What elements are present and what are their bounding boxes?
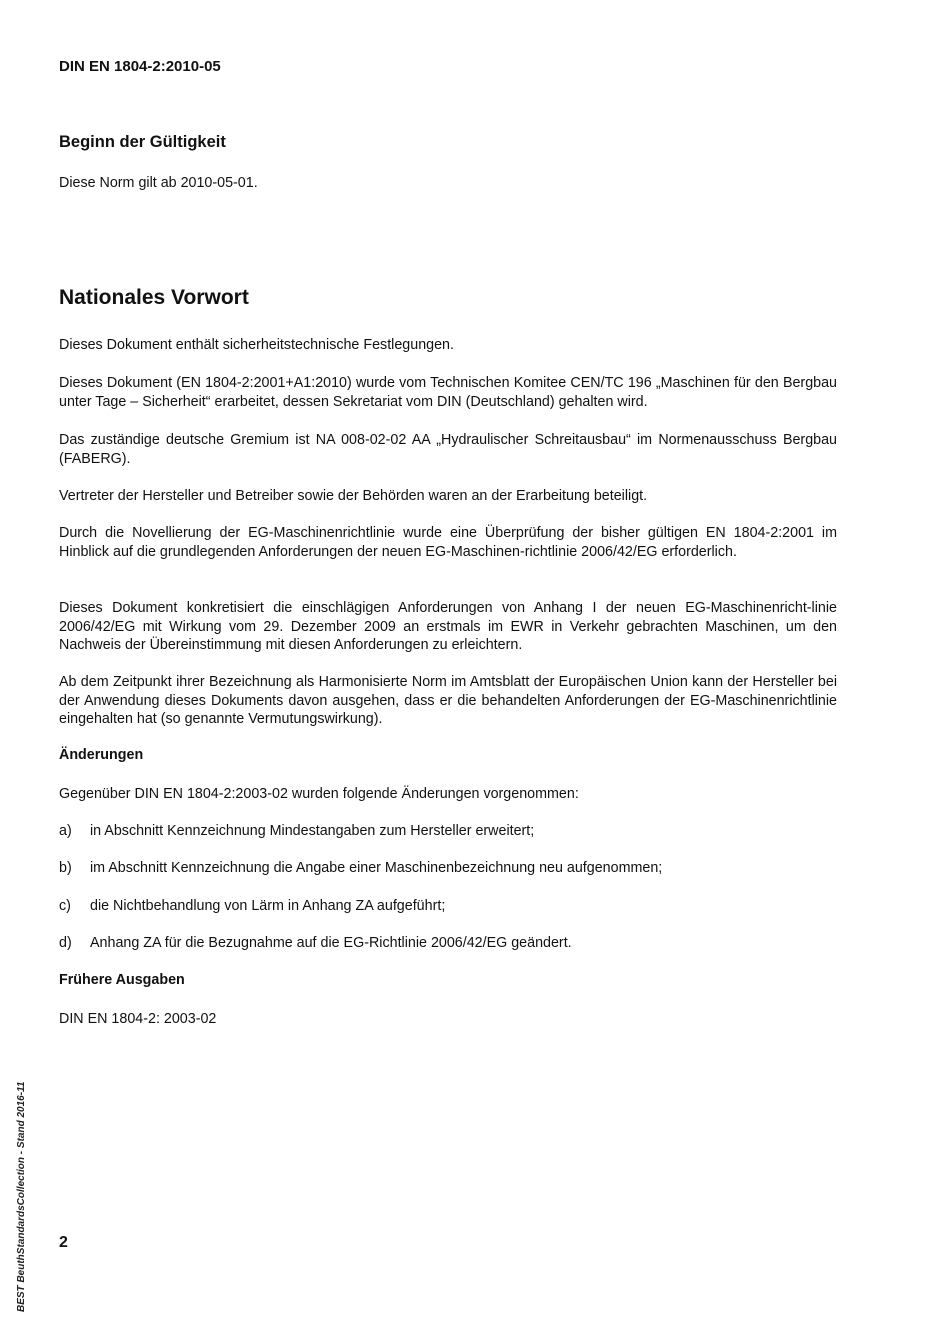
document-id: DIN EN 1804-2:2010-05 bbox=[59, 58, 221, 75]
list-item bbox=[59, 934, 572, 953]
list-item-label: b) bbox=[59, 860, 72, 876]
validity-text: Diese Norm gilt ab 2010-05-01. bbox=[59, 175, 258, 191]
list-item-text: im Abschnitt Kennzeichnung die Angabe einer Maschinenbezeichnung neu aufgenommen; bbox=[90, 860, 663, 876]
list-item-label: a) bbox=[59, 823, 72, 839]
sidebar-watermark: BEST BeuthStandardsCollection - Stand 2016-11 bbox=[16, 1081, 27, 1312]
foreword-paragraph-4: Vertreter der Hersteller und Betreiber sowie der Behörden waren an der Erarbeitung beteiligt. bbox=[59, 488, 648, 504]
foreword-paragraph-2: Dieses Dokument (EN 1804-2:2001+A1:2010) wurde vom Technischen Komitee CEN/TC 196 „Maschinen für den Bergbau unter Tage – Sicherheit“ erarbeitet, dessen Sekretariat vom DIN (Deutschland) gehalten wird. bbox=[59, 375, 837, 410]
previous-editions-heading: Frühere Ausgaben bbox=[59, 972, 185, 988]
foreword-paragraph-1: Dieses Dokument enthält sicherheitstechnische Festlegungen. bbox=[59, 337, 454, 353]
list-item-text: Anhang ZA für die Bezugnahme auf die EG-Richtlinie 2006/42/EG geändert. bbox=[90, 935, 572, 951]
list-item bbox=[59, 897, 445, 916]
foreword-paragraph-6: Dieses Dokument konkretisiert die einschlägigen Anforderungen von Anhang I der neuen EG-Maschinenricht-linie 2006/42/EG mit Wirkung vom 29. Dezember 2009 an erstmals im EWR in Verkehr gebrachten Maschinen, um den Nachweis der Übereinstimmung mit diesen Anforderungen zu erleichtern. bbox=[59, 600, 837, 653]
foreword-paragraph-3: Das zuständige deutsche Gremium ist NA 008-02-02 AA „Hydraulischer Schreitausbau“ im Normenausschuss Bergbau (FABERG). bbox=[59, 432, 837, 467]
foreword-paragraph-7: Ab dem Zeitpunkt ihrer Bezeichnung als Harmonisierte Norm im Amtsblatt der Europäischen Union kann der Hersteller bei der Anwendung dieses Dokuments davon ausgehen, dass er die behandelten Anforderungen der EG-Maschinenrichtlinie eingehalten hat (so genannte Vermutungswirkung). bbox=[59, 674, 837, 727]
list-item bbox=[59, 859, 662, 878]
list-item-label: c) bbox=[59, 898, 71, 914]
list-item-text: in Abschnitt Kennzeichnung Mindestangaben zum Hersteller erweitert; bbox=[90, 823, 535, 839]
foreword-paragraph-5: Durch die Novellierung der EG-Maschinenrichtlinie wurde eine Überprüfung der bisher gültigen EN 1804-2:2001 im Hinblick auf die grundlegenden Anforderungen der neuen EG-Maschinen-richtlinie 2006/42/EG erforderlich. bbox=[59, 525, 837, 560]
list-item-text: die Nichtbehandlung von Lärm in Anhang ZA aufgeführt; bbox=[90, 898, 446, 914]
validity-heading: Beginn der Gültigkeit bbox=[59, 133, 226, 151]
foreword-heading: Nationales Vorwort bbox=[59, 286, 249, 309]
previous-editions-text: DIN EN 1804-2: 2003-02 bbox=[59, 1011, 217, 1027]
list-item-label: d) bbox=[59, 935, 72, 951]
changes-intro: Gegenüber DIN EN 1804-2:2003-02 wurden folgende Änderungen vorgenommen: bbox=[59, 786, 579, 802]
page-number: 2 bbox=[59, 1234, 68, 1251]
list-item bbox=[59, 822, 534, 841]
changes-heading: Änderungen bbox=[59, 747, 144, 763]
